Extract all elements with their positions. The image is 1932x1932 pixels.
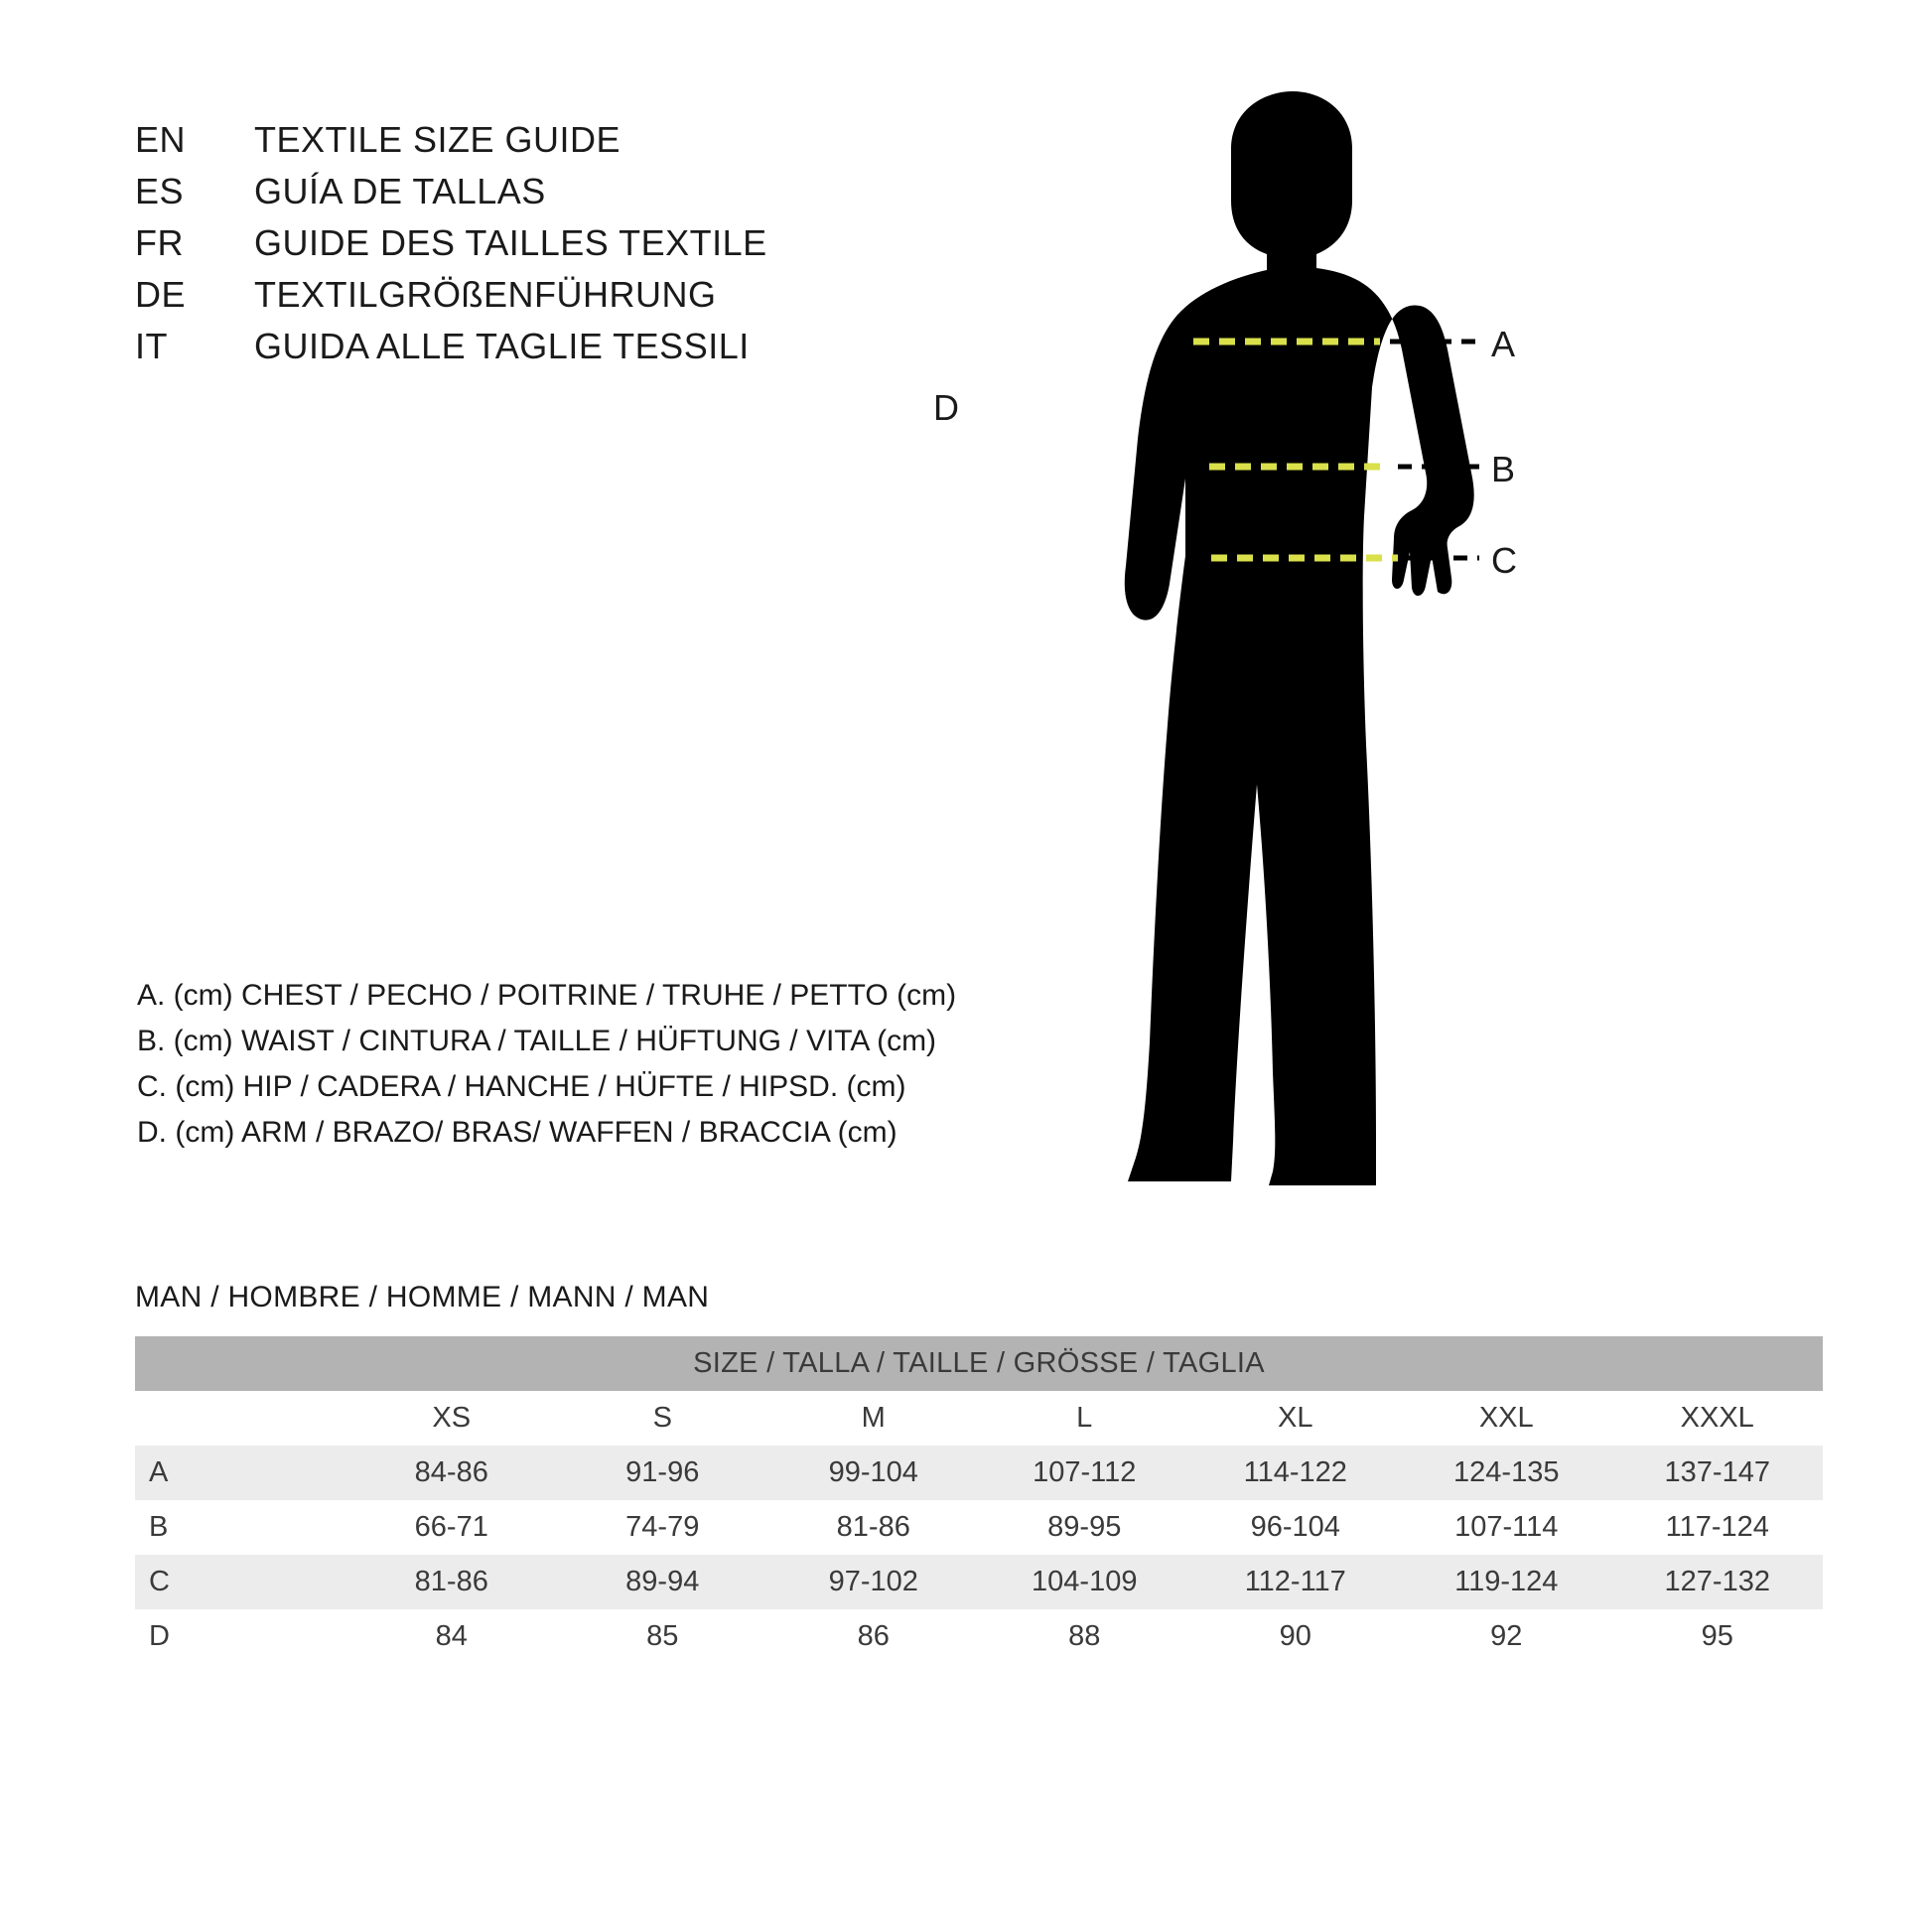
table-col-header: XL [1190, 1391, 1402, 1446]
table-cell: 84-86 [346, 1446, 558, 1500]
table-cell: 89-94 [557, 1555, 768, 1609]
title-text: TEXTILGRÖßENFÜHRUNG [254, 274, 717, 315]
table-cell: 127-132 [1612, 1555, 1824, 1609]
legend-line-hip: C. (cm) HIP / CADERA / HANCHE / HÜFTE / HIPSD. (cm) [137, 1070, 906, 1103]
table-row [135, 1500, 1823, 1555]
label-d: D [933, 387, 959, 428]
table-cell: 95 [1612, 1609, 1824, 1664]
title-text: TEXTILE SIZE GUIDE [254, 119, 621, 160]
title-lang-code: EN [135, 119, 187, 160]
table-cell: 92 [1401, 1609, 1612, 1664]
title-text: GUÍA DE TALLAS [254, 171, 546, 211]
table-row [135, 1609, 1823, 1664]
silhouette-shape [1125, 91, 1474, 1185]
table-cell: 97-102 [768, 1555, 980, 1609]
table-cell: 89-95 [979, 1500, 1190, 1555]
table-band-row [135, 1336, 1823, 1391]
label-b: B [1491, 449, 1516, 489]
table-cell: 74-79 [557, 1500, 768, 1555]
table-cell: 96-104 [1190, 1500, 1402, 1555]
table-band-label: SIZE / TALLA / TAILLE / GRÖSSE / TAGLIA [135, 1336, 1823, 1391]
title-row [135, 326, 1029, 377]
table-row-label: B [135, 1500, 346, 1555]
title-lang-code: FR [135, 222, 184, 263]
table-cell: 85 [557, 1609, 768, 1664]
legend-line-arm: D. (cm) ARM / BRAZO/ BRAS/ WAFFEN / BRACCIA (cm) [137, 1116, 897, 1149]
table-cell: 104-109 [979, 1555, 1190, 1609]
table-row-label: C [135, 1555, 346, 1609]
table-row-label: D [135, 1609, 346, 1664]
table-cell: 88 [979, 1609, 1190, 1664]
table-cell: 124-135 [1401, 1446, 1612, 1500]
size-table-section [135, 1281, 1823, 1664]
title-lang-code: DE [135, 274, 187, 315]
table-cell: 86 [768, 1609, 980, 1664]
table-cell: 81-86 [768, 1500, 980, 1555]
table-corner-cell [135, 1391, 346, 1446]
table-cell: 117-124 [1612, 1500, 1824, 1555]
table-cell: 112-117 [1190, 1555, 1402, 1609]
legend-line-waist: B. (cm) WAIST / CINTURA / TAILLE / HÜFTUNG / VITA (cm) [137, 1025, 937, 1057]
table-row [135, 1446, 1823, 1500]
table-cell: 99-104 [768, 1446, 980, 1500]
table-cell: 91-96 [557, 1446, 768, 1500]
title-row [135, 222, 1029, 274]
table-cell: 84 [346, 1609, 558, 1664]
title-row [135, 119, 1029, 171]
table-row [135, 1555, 1823, 1609]
male-silhouette-diagram [933, 89, 1876, 1221]
measurement-legend [137, 973, 1130, 1156]
table-col-header: M [768, 1391, 980, 1446]
table-header-row [135, 1391, 1823, 1446]
legend-line-chest: A. (cm) CHEST / PECHO / POITRINE / TRUHE / PETTO (cm) [137, 979, 957, 1012]
title-block [135, 119, 1029, 377]
title-lang-code: ES [135, 171, 185, 211]
table-col-header: XXXL [1612, 1391, 1824, 1446]
title-row [135, 274, 1029, 326]
table-cell: 107-114 [1401, 1500, 1612, 1555]
table-caption: MAN / HOMBRE / HOMME / MANN / MAN [135, 1281, 710, 1313]
table-cell: 119-124 [1401, 1555, 1612, 1609]
table-col-header: S [557, 1391, 768, 1446]
table-cell: 81-86 [346, 1555, 558, 1609]
table-cell: 90 [1190, 1609, 1402, 1664]
table-col-header: L [979, 1391, 1190, 1446]
label-a: A [1491, 324, 1516, 364]
table-col-header: XS [346, 1391, 558, 1446]
table-col-header: XXL [1401, 1391, 1612, 1446]
table-row-label: A [135, 1446, 346, 1500]
table-cell: 114-122 [1190, 1446, 1402, 1500]
table-cell: 66-71 [346, 1500, 558, 1555]
title-lang-code: IT [135, 326, 168, 366]
table-cell: 107-112 [979, 1446, 1190, 1500]
title-text: GUIDE DES TAILLES TEXTILE [254, 222, 767, 263]
size-table [135, 1336, 1823, 1664]
table-cell: 137-147 [1612, 1446, 1824, 1500]
title-row [135, 171, 1029, 222]
label-c: C [1491, 540, 1517, 581]
title-text: GUIDA ALLE TAGLIE TESSILI [254, 326, 750, 366]
